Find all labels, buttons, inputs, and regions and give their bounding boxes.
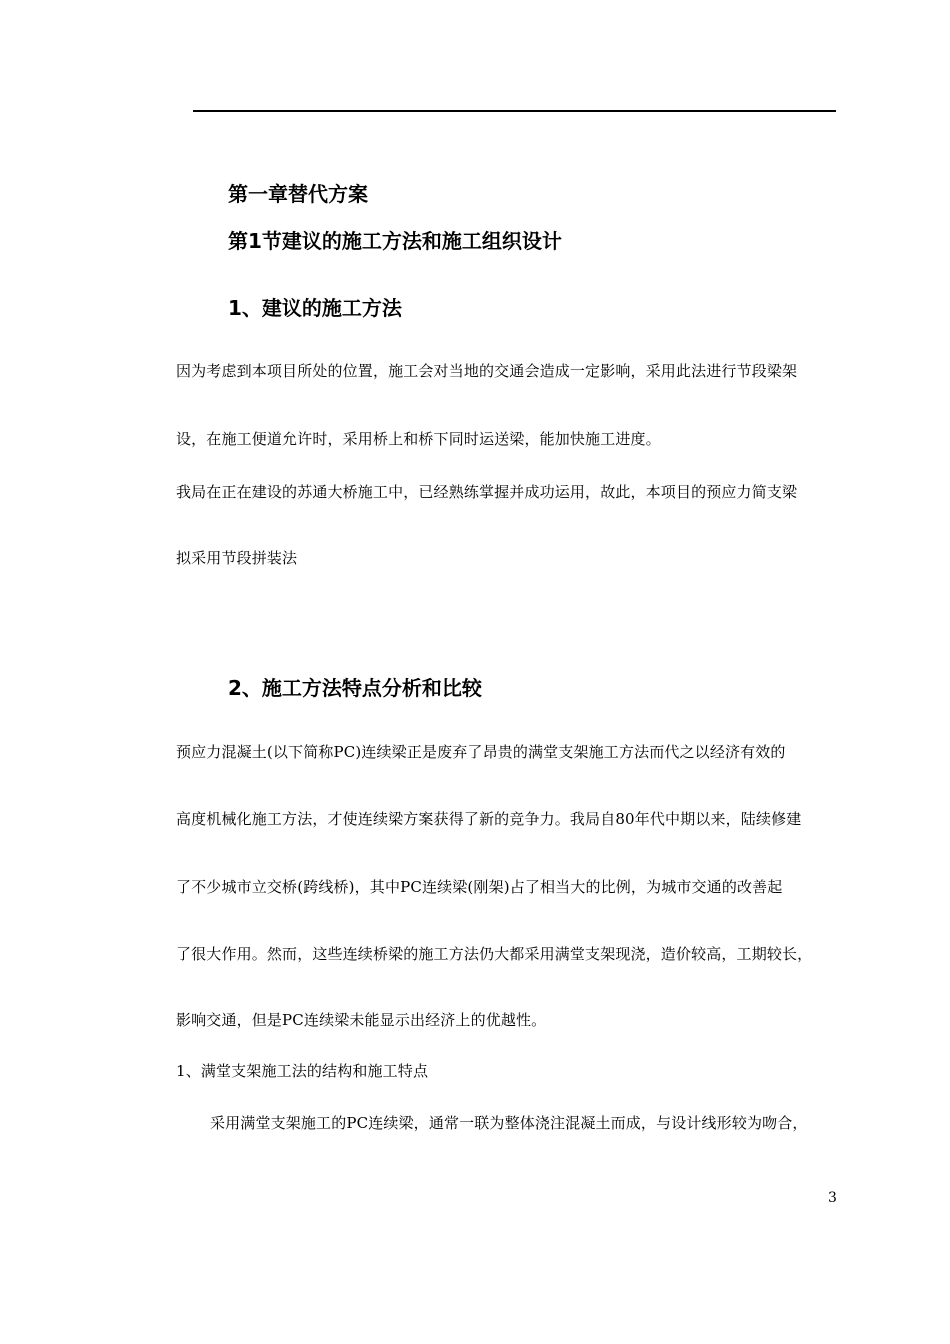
paragraph-line: 拟采用节段拼装法: [176, 549, 298, 567]
header-rule: [193, 110, 836, 112]
page-number: 3: [828, 1190, 837, 1206]
paragraph-line: 采用满堂支架施工的PC连续梁，通常一联为整体浇注混凝土而成，与设计线形较为吻合，: [210, 1114, 808, 1132]
paragraph-line: 高度机械化施工方法，才使连续梁方案获得了新的竞争力。我局自80年代中期以来，陆续修建: [176, 810, 802, 828]
section-title: 第1节建议的施工方法和施工组织设计: [228, 229, 562, 253]
subsection-2-title: 2、施工方法特点分析和比较: [228, 676, 482, 700]
chapter-title: 第一章替代方案: [228, 182, 368, 206]
paragraph-line: 预应力混凝土(以下简称PC)连续梁正是废弃了昂贵的满堂支架施工方法而代之以经济有效的: [176, 743, 786, 761]
paragraph-line: 了不少城市立交桥(跨线桥)，其中PC连续梁(刚架)占了相当大的比例，为城市交通的改善起: [176, 878, 783, 896]
paragraph-line: 设，在施工便道允许时，采用桥上和桥下同时运送梁，能加快施工进度。: [176, 430, 661, 448]
paragraph-line: 影响交通，但是PC连续梁未能显示出经济上的优越性。: [176, 1011, 547, 1029]
paragraph-line: 了很大作用。然而，这些连续桥梁的施工方法仍大都采用满堂支架现浇，造价较高，工期较长，: [176, 945, 813, 963]
subsection-1-title: 1、建议的施工方法: [228, 296, 402, 320]
list-item-title: 1、满堂支架施工法的结构和施工特点: [176, 1062, 429, 1080]
paragraph-line: 我局在正在建设的苏通大桥施工中，已经熟练掌握并成功运用，故此，本项目的预应力简支梁: [176, 483, 798, 501]
paragraph-line: 因为考虑到本项目所处的位置，施工会对当地的交通会造成一定影响，采用此法进行节段梁架: [176, 362, 798, 380]
